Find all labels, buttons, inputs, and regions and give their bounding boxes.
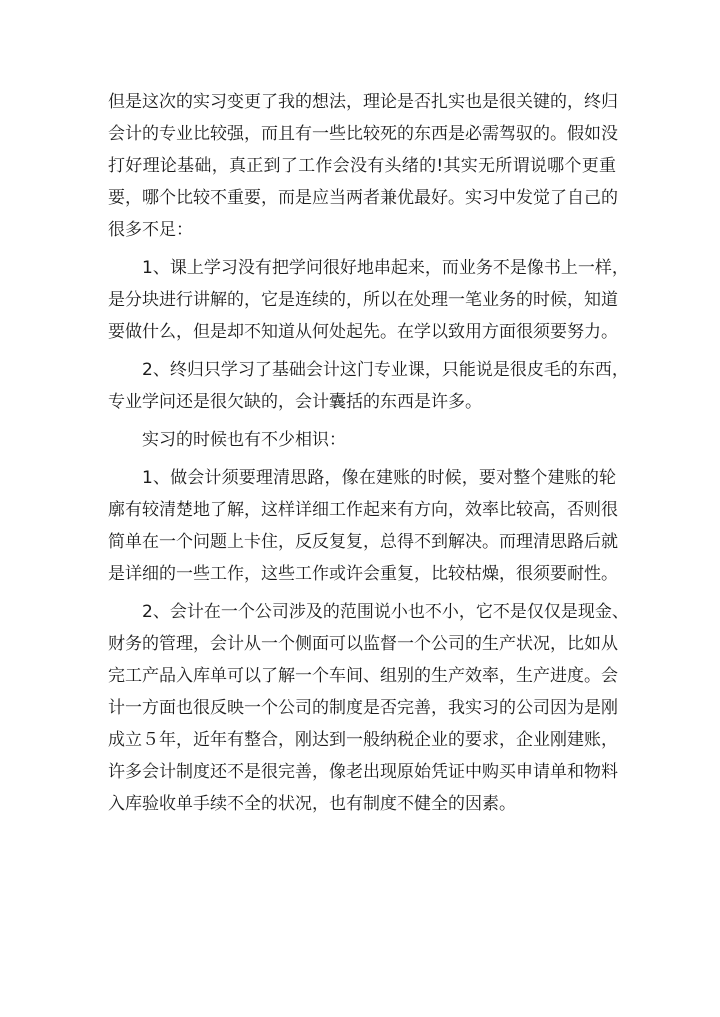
text-line: 1、课上学习没有把学问很好地串起来，而业务不是像书上一样， [142, 258, 629, 278]
text-line: 许多会计制度还不是很完善，像老出现原始凭证中购买申请单和物料 [108, 762, 618, 782]
text-line: 完工产品入库单可以了解一个车间、组别的生产效率，生产进度。会 [108, 666, 618, 686]
text-line: 会计的专业比较强，而且有一些比较死的东西是必需驾驭的。假如没 [108, 124, 618, 144]
text-line: 专业学问还是很欠缺的，会计囊括的东西是许多。 [108, 392, 482, 412]
text-line: 是分块进行讲解的，它是连续的，所以在处理一笔业务的时候，知道 [108, 290, 618, 310]
text-line: 要，哪个比较不重要，而是应当两者兼优最好。实习中发觉了自己的 [108, 188, 618, 208]
text-line: 财务的管理，会计从一个侧面可以监督一个公司的生产状况，比如从 [108, 634, 618, 654]
text-line: 廓有较清楚地了解，这样详细工作起来有方向，效率比较高，否则很 [108, 500, 618, 520]
text-line: 要做什么，但是却不知道从何处起先。在学以致用方面很须要努力。 [108, 322, 618, 342]
text-line: 很多不足： [108, 220, 193, 240]
text-line: 实习的时候也有不少相识： [142, 430, 346, 450]
text-line: 但是这次的实习变更了我的想法，理论是否扎实也是很关键的，终归 [108, 92, 618, 112]
text-line: 2、终归只学习了基础会计这门专业课，只能说是很皮毛的东西， [142, 360, 629, 380]
text-line: 2、会计在一个公司涉及的范围说小也不小，它不是仅仅是现金、 [142, 602, 629, 622]
text-line: 入库验收单手续不全的状况，也有制度不健全的因素。 [108, 794, 516, 814]
body-text [108, 86, 629, 820]
text-line: 成立５年，近年有整合，刚达到一般纳税企业的要求，企业刚建账， [108, 730, 618, 750]
text-line: 简单在一个问题上卡住，反反复复，总得不到解决。而理清思路后就 [108, 532, 618, 552]
text-line: 计一方面也很反映一个公司的制度是否完善，我实习的公司因为是刚 [108, 698, 618, 718]
text-line: 1、做会计须要理清思路，像在建账的时候，要对整个建账的轮 [142, 468, 616, 488]
text-line: 打好理论基础，真正到了工作会没有头绪的!其实无所谓说哪个更重 [108, 156, 616, 176]
text-line: 是详细的一些工作，这些工作或许会重复，比较枯燥，很须要耐性。 [108, 564, 618, 584]
